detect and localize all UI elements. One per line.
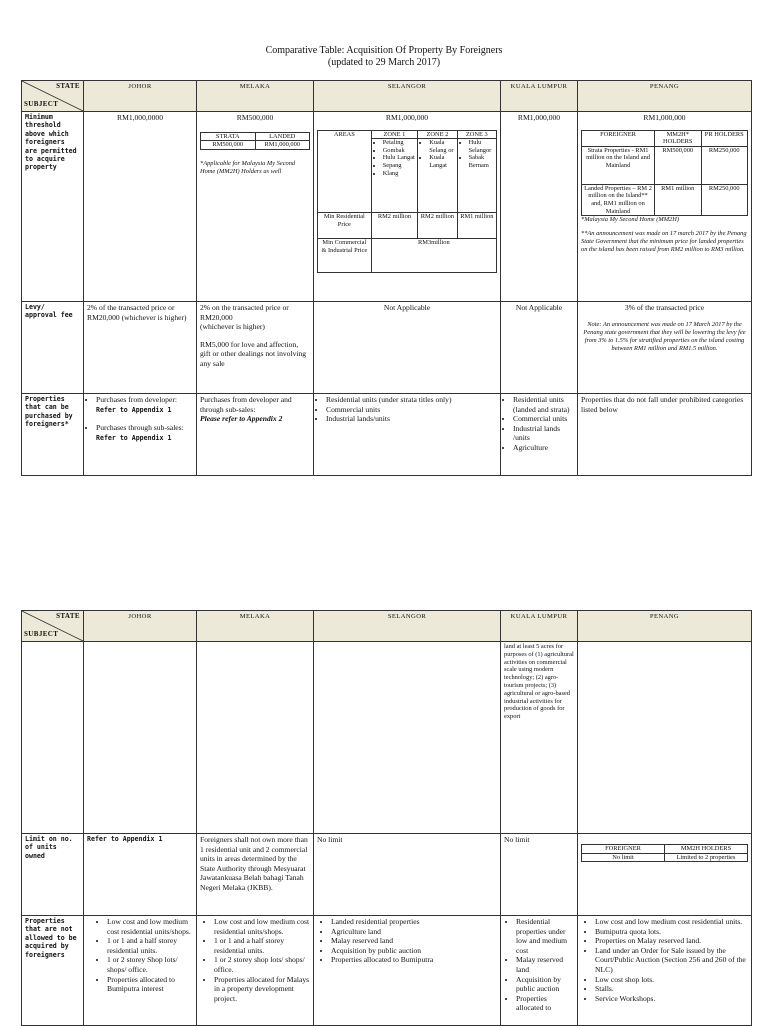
johor-appendix-ref-1: Refer to Appendix 1 — [96, 405, 172, 414]
header-johor-2: JOHOR — [84, 611, 197, 642]
kl-purchasable-item: • Industrial lands /units — [513, 424, 574, 443]
melaka-not-allowed — [197, 916, 314, 1026]
header-penang: PENANG — [578, 81, 752, 112]
selangor-zone1-item: • Sepang — [383, 162, 416, 170]
selangor-zone2-item: • Kuala Langat — [429, 154, 454, 169]
row-continuation — [22, 642, 752, 834]
header-melaka-2: MELAKA — [197, 611, 314, 642]
kl-purchasable-item: • Residential units (landed and strata) — [513, 395, 574, 414]
penang-r1-pr: RM250,000 — [701, 146, 748, 184]
johor-threshold: RM1,000,0000 — [84, 112, 197, 302]
penang-r2-mm2h: RM1 million — [655, 184, 701, 215]
melaka-not-allowed-item: • 1 or 1 and a half storey residential units. — [214, 936, 310, 955]
melaka-not-allowed-item: • 1 or 2 storey shop lots/ shops/ office. — [214, 955, 310, 974]
kl-purchasable-item: • Agriculture — [513, 443, 574, 453]
penang-not-allowed — [578, 916, 752, 1026]
penang-h-pr: PR HOLDERS — [701, 130, 748, 146]
johor-not-allowed-item: • 1 or 1 and a half storey residential units. — [107, 936, 193, 955]
kl-purchasable-item: • Commercial units — [513, 414, 574, 424]
comparison-table-1 — [21, 80, 752, 476]
header-subject-label-2: SUBJECT — [24, 630, 59, 639]
subject-purchasable: Properties that can be purchased by foreigners* — [22, 394, 84, 476]
subject-limit: Limit on no. of units owned — [22, 834, 84, 916]
kl-not-allowed-item: • Malay reserved land — [516, 955, 574, 974]
penang-levy-note: Note: An announcement was made on 17 March 2017 by the Penang state government that they will be lowering the levy fee from 3% to 1.5% for stratified properties on the island costing between RM1 million and RM1.5 million. — [583, 320, 746, 352]
selangor-zone3-list — [460, 139, 494, 169]
johor-appendix-ref-2: Refer to Appendix 1 — [96, 433, 172, 442]
selangor-levy: Not Applicable — [314, 302, 501, 394]
melaka-continuation — [197, 642, 314, 834]
melaka-not-allowed-item: • Low cost and low medium cost residential units/shops. — [214, 917, 310, 936]
penang-r1-mm2h: RM500,000 — [655, 146, 701, 184]
penang-not-allowed-item: • Bumiputra quota lots. — [595, 927, 748, 937]
selangor-purchasable-item: • Industrial lands/units — [326, 414, 497, 424]
melaka-levy-1: 2% on the transacted price or RM20,000 — [200, 303, 289, 322]
title-line-1: Comparative Table: Acquisition Of Property By Foreigners — [265, 45, 503, 56]
kl-limit: No limit — [501, 834, 578, 916]
selangor-zone1-item: • Gombak — [383, 147, 416, 155]
melaka-threshold-value: RM500,000 — [236, 113, 274, 122]
row-purchasable — [22, 394, 752, 476]
header-corner — [22, 81, 84, 112]
penang-h-foreigner: FOREIGNER — [582, 130, 655, 146]
johor-not-allowed-item: • 1 or 2 storey Shop lots/ shops/ office. — [107, 955, 193, 974]
penang-levy-value: 3% of the transacted price — [624, 303, 705, 312]
selangor-zone1-item: • Hulu Langat — [383, 154, 416, 162]
melaka-levy-3: RM5,000 for love and affection, gift or other dealings not involving any sale — [200, 339, 307, 368]
kl-continuation: land at least 5 acres for purposes of (1) agricultural activities on commercial scale using modern technology; (2) agro-tourism projects; (3) agricultural or agro-based industrial activities for production of goods for export — [501, 642, 578, 834]
selangor-purchasable-item: • Residential units (under strata titles only) — [326, 395, 497, 405]
selangor-min-res-label: Min Residential Price — [318, 213, 372, 239]
johor-not-allowed — [84, 916, 197, 1026]
selangor-limit: No limit — [314, 834, 501, 916]
selangor-not-allowed-item: • Malay reserved land — [331, 936, 497, 946]
melaka-purchasable-text: Purchases from developer and through sub-sales: — [200, 395, 292, 414]
selangor-zone2: ZONE 2 — [418, 130, 457, 139]
melaka-purchasable — [197, 394, 314, 476]
penang-continuation — [578, 642, 752, 834]
header-kl: KUALA LUMPUR — [501, 81, 578, 112]
kl-not-allowed-item: • Properties allocated to — [516, 994, 574, 1013]
penang-not-allowed-item: • Low cost and low medium cost residential units. — [595, 917, 748, 927]
penang-r2-label: Landed Properties – RM 2 million on the Island** and, RM1 million on Mainland — [582, 184, 655, 215]
header-subject-label: SUBJECT — [24, 100, 59, 109]
melaka-levy-2: (whichever is higher) — [200, 322, 265, 332]
selangor-min-comm-label: Min Commercial & Industrial Price — [318, 239, 372, 273]
kl-not-allowed — [501, 916, 578, 1026]
selangor-zone1-list — [374, 139, 416, 177]
kl-not-allowed-item: • Acquisition by public auction — [516, 975, 574, 994]
selangor-z1-price: RM2 million — [371, 213, 418, 239]
penang-levy — [578, 302, 752, 394]
johor-purchasable-1: • Purchases from developer: Refer to Appendix 1 — [96, 395, 193, 415]
penang-not-allowed-item: • Properties on Malay reserved land. — [595, 936, 748, 946]
penang-threshold-value: RM1,000,000 — [643, 113, 686, 122]
selangor-purchasable-item: • Commercial units — [326, 405, 497, 415]
header-state-label-2: STATE — [56, 612, 80, 620]
selangor-zone1: ZONE 1 — [371, 130, 418, 139]
penang-r1-label: Strata Properties - RM1 million on the Island and Mainland — [582, 146, 655, 184]
header-row — [22, 81, 752, 112]
header-selangor-2: SELANGOR — [314, 611, 501, 642]
melaka-val-landed: RM1,000,000 — [255, 141, 310, 150]
penang-limit-h1: FOREIGNER — [582, 845, 665, 854]
melaka-col-strata: STRATA — [201, 132, 256, 141]
selangor-not-allowed-item: • Agriculture land — [331, 927, 497, 937]
selangor-zones-table — [317, 130, 497, 274]
subject-continuation — [22, 642, 84, 834]
penang-h-mm2h: MM2H* HOLDERS — [655, 130, 701, 146]
johor-not-allowed-item: • Properties allocated to Bumiputra interest — [107, 975, 193, 994]
johor-purchasable — [84, 394, 197, 476]
selangor-zone3: ZONE 3 — [457, 130, 496, 139]
selangor-not-allowed-item: • Properties allocated to Bumiputra — [331, 955, 497, 965]
johor-purchasable-2: • Purchases through sub-sales: Refer to Appendix 1 — [96, 423, 193, 443]
selangor-zone3-item: • Hulu Selangor — [469, 139, 494, 154]
selangor-not-allowed-item: • Landed residential properties — [331, 917, 497, 927]
selangor-areas-label: AREAS — [318, 130, 372, 213]
johor-continuation — [84, 642, 197, 834]
selangor-zone3-item: • Sabak Bernam — [469, 154, 494, 169]
header-penang-2: PENANG — [578, 611, 752, 642]
row-not-allowed — [22, 916, 752, 1026]
penang-limit-h2: MM2H HOLDERS — [665, 845, 748, 854]
kl-not-allowed-item: • Residential properties under low and medium cost — [516, 917, 574, 955]
penang-limit-table — [581, 844, 748, 862]
penang-purchasable: Properties that do not fall under prohibited categories listed below — [578, 394, 752, 476]
selangor-z2-price: RM2 million — [418, 213, 457, 239]
penang-note-1: *Malaysia My Second Home (MM2H) — [581, 216, 679, 224]
melaka-limit: Foreigners shall not own more than 1 residential unit and 2 commercial units in areas determined by the State Authority through Mesyuarat Jawatankuasa Belah bahagi Tanah Negeri Melaka (JKBB). — [197, 834, 314, 916]
header-corner-2 — [22, 611, 84, 642]
penang-limit-v1: No limit — [582, 853, 665, 862]
header-melaka: MELAKA — [197, 81, 314, 112]
selangor-continuation — [314, 642, 501, 834]
header-selangor: SELANGOR — [314, 81, 501, 112]
johor-levy: 2% of the transacted price or RM20,000 (whichever is higher) — [84, 302, 197, 394]
subject-levy: Levy/ approval fee — [22, 302, 84, 394]
selangor-comm-price: RM3million — [371, 239, 496, 273]
header-johor: JOHOR — [84, 81, 197, 112]
kl-purchasable — [501, 394, 578, 476]
selangor-purchasable — [314, 394, 501, 476]
penang-not-allowed-item: • Land under an Order for Sale issued by the Court/Public Auction (Section 256 and 260 of the NLC) — [595, 946, 748, 975]
kl-threshold: RM1,000,000 — [501, 112, 578, 302]
selangor-threshold-value: RM1,000,000 — [385, 113, 429, 122]
melaka-threshold-table — [200, 132, 310, 150]
penang-not-allowed-item: • Stalls. — [595, 984, 748, 994]
selangor-purchasable-list — [317, 395, 497, 424]
header-row-2 — [22, 611, 752, 642]
penang-threshold — [578, 112, 752, 302]
melaka-val-strata: RM500,000 — [201, 141, 256, 150]
selangor-z3-price: RM1 million — [457, 213, 496, 239]
penang-r2-pr: RM250,000 — [701, 184, 748, 215]
melaka-threshold — [197, 112, 314, 302]
penang-not-allowed-item: • Service Workshops. — [595, 994, 748, 1004]
selangor-threshold — [314, 112, 501, 302]
kl-levy: Not Applicable — [501, 302, 578, 394]
row-threshold — [22, 112, 752, 302]
selangor-not-allowed-item: • Acquisition by public auction — [331, 946, 497, 956]
subject-not-allowed: Properties that are not allowed to be acquired by foreigners — [22, 916, 84, 1026]
header-state-label: STATE — [56, 82, 80, 90]
penang-limit — [578, 834, 752, 916]
kl-purchasable-list — [504, 395, 574, 453]
row-limit — [22, 834, 752, 916]
johor-limit: Refer to Appendix 1 — [84, 834, 197, 916]
comparison-table-2 — [21, 610, 752, 1026]
selangor-zone2-item: • Kuala Selang or — [429, 139, 454, 154]
title-line-2: (updated to 29 March 2017) — [327, 57, 441, 68]
penang-note-2: **An announcement was made on 17 march 2017 by the Penang State Government that the minimum price for landed properties on the island has been raised from RM2 million to RM3 million. — [581, 230, 747, 254]
penang-not-allowed-item: • Low cost shop lots. — [595, 975, 748, 985]
row-levy — [22, 302, 752, 394]
subject-threshold: Minimum threshold above which foreigners are permitted to acquire property — [22, 112, 84, 302]
selangor-zone1-item: • Klang — [383, 170, 416, 178]
johor-not-allowed-item: • Low cost and low medium cost residential units/shops. — [107, 917, 193, 936]
penang-threshold-table — [581, 130, 748, 217]
melaka-threshold-note: *Applicable for Malaysia My Second Home (MM2H) Holders as well — [200, 159, 296, 175]
melaka-not-allowed-item: • Properties allocated for Malays in a property development project. — [214, 975, 310, 1004]
selangor-zone2-list — [420, 139, 454, 169]
melaka-col-landed: LANDED — [255, 132, 310, 141]
header-kl-2: KUALA LUMPUR — [501, 611, 578, 642]
penang-limit-v2: Limited to 2 properties — [665, 853, 748, 862]
melaka-levy — [197, 302, 314, 394]
melaka-appendix-ref: Please refer to Appendix 2 — [200, 414, 283, 424]
document-title — [0, 45, 768, 69]
selangor-not-allowed — [314, 916, 501, 1026]
selangor-zone1-item: • Petaling — [383, 139, 416, 147]
